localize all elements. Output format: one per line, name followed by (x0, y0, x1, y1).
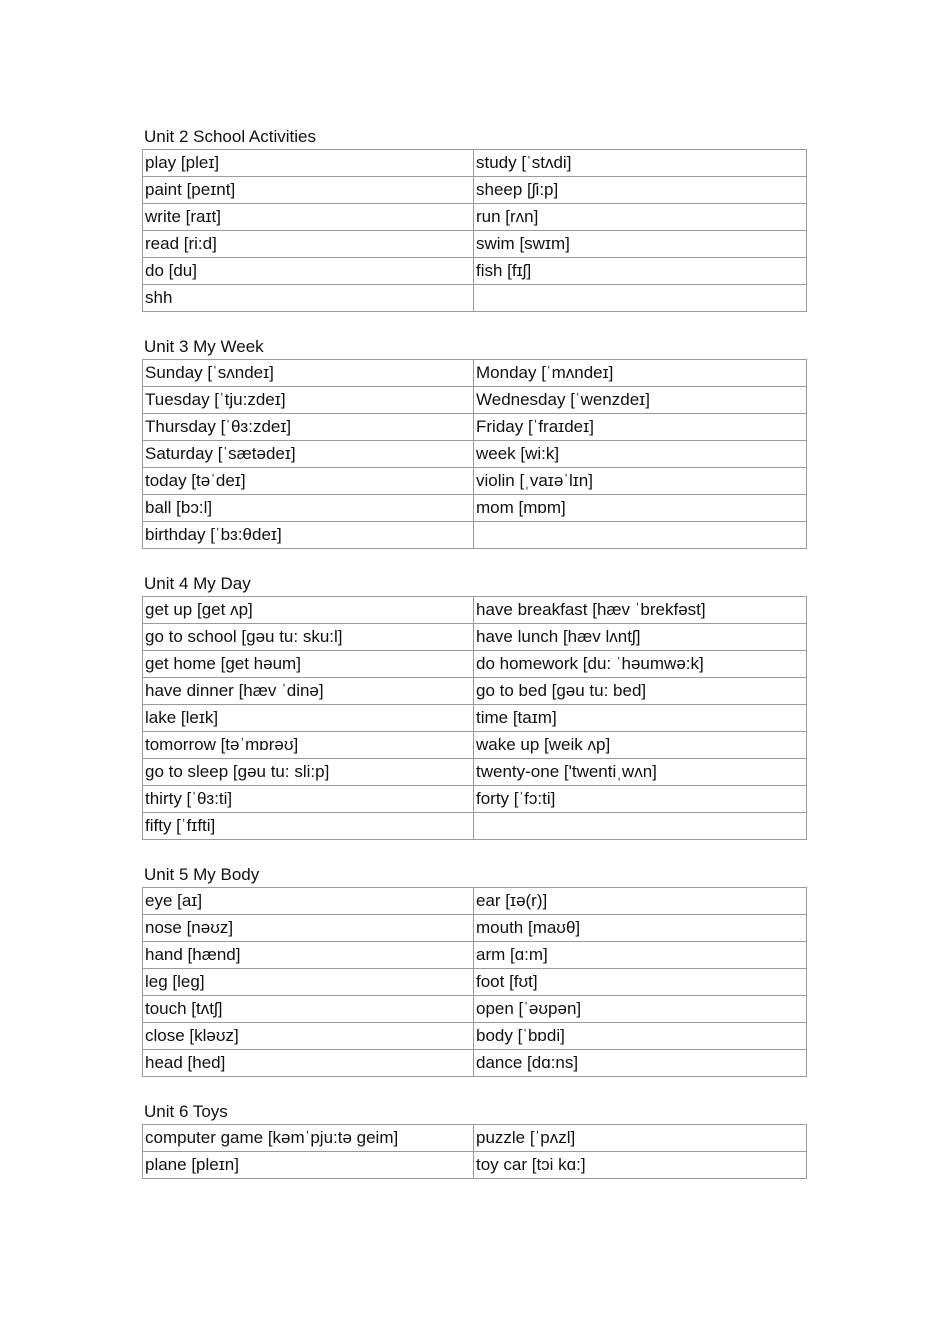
table-row (143, 624, 807, 651)
word-cell-right: go to bed [gəu tu: bed] (474, 678, 807, 705)
table-row (143, 414, 807, 441)
word-cell-right: Monday [ˈmʌndeɪ] (474, 360, 807, 387)
word-cell-left: Thursday [ˈθɜ:zdeɪ] (143, 414, 474, 441)
word-cell-left: Saturday [ˈsætədeɪ] (143, 441, 474, 468)
unit-section-3 (142, 572, 806, 840)
table-row (143, 732, 807, 759)
word-cell-right: forty [ˈfɔ:ti] (474, 786, 807, 813)
word-cell-right: have lunch [hæv lʌntʃ] (474, 624, 807, 651)
table-row (143, 786, 807, 813)
word-cell-left: computer game [kəmˈpju:tə geim] (143, 1125, 474, 1152)
table-row (143, 231, 807, 258)
word-cell-left: lake [leɪk] (143, 705, 474, 732)
word-cell-right: mom [mɒm] (474, 495, 807, 522)
unit-section-1 (142, 125, 806, 312)
word-cell-left: go to sleep [gəu tu: sli:p] (143, 759, 474, 786)
word-cell-right: mouth [maʊθ] (474, 915, 807, 942)
unit-title: Unit 4 My Day (144, 574, 251, 593)
table-row (143, 942, 807, 969)
word-cell-right: study [ˈstʌdi] (474, 150, 807, 177)
table-row (143, 495, 807, 522)
word-cell-left: shh (143, 285, 474, 312)
word-cell-left: eye [aɪ] (143, 888, 474, 915)
word-cell-right: time [taɪm] (474, 705, 807, 732)
word-cell-left: birthday [ˈbɜ:θdeɪ] (143, 522, 474, 549)
table-row (143, 1152, 807, 1179)
table-row (143, 441, 807, 468)
vocabulary-table (142, 596, 807, 840)
table-row (143, 258, 807, 285)
word-cell-right (474, 285, 807, 312)
table-row (143, 915, 807, 942)
table-row (143, 759, 807, 786)
table-row (143, 522, 807, 549)
vocabulary-document (142, 125, 806, 1202)
word-cell-right: puzzle [ˈpʌzl] (474, 1125, 807, 1152)
table-row (143, 285, 807, 312)
word-cell-left: Sunday [ˈsʌndeɪ] (143, 360, 474, 387)
word-cell-right: arm [ɑ:m] (474, 942, 807, 969)
table-row (143, 387, 807, 414)
table-row (143, 651, 807, 678)
word-cell-right: toy car [tɔi kɑ:] (474, 1152, 807, 1179)
unit-title: Unit 5 My Body (144, 865, 260, 884)
word-cell-left: head [hed] (143, 1050, 474, 1077)
table-row (143, 705, 807, 732)
table-row (143, 597, 807, 624)
word-cell-right: Wednesday [ˈwenzdeɪ] (474, 387, 807, 414)
word-cell-right: foot [fʊt] (474, 969, 807, 996)
word-cell-left: nose [nəʊz] (143, 915, 474, 942)
word-cell-right: run [rʌn] (474, 204, 807, 231)
table-row (143, 150, 807, 177)
word-cell-left: fifty [ˈfɪfti] (143, 813, 474, 840)
table-row (143, 1050, 807, 1077)
word-cell-right: Friday [ˈfraɪdeɪ] (474, 414, 807, 441)
word-cell-left: touch [tʌtʃ] (143, 996, 474, 1023)
word-cell-left: hand [hænd] (143, 942, 474, 969)
word-cell-right: violin [ˌvaɪəˈlɪn] (474, 468, 807, 495)
word-cell-right: ear [ɪə(r)] (474, 888, 807, 915)
unit-section-4 (142, 863, 806, 1077)
table-row (143, 969, 807, 996)
word-cell-right: twenty-one ['twentiˌwʌn] (474, 759, 807, 786)
table-row (143, 813, 807, 840)
word-cell-left: read [ri:d] (143, 231, 474, 258)
table-row (143, 996, 807, 1023)
word-cell-left: go to school [gəu tu: sku:l] (143, 624, 474, 651)
word-cell-left: paint [peɪnt] (143, 177, 474, 204)
unit-section-2 (142, 335, 806, 549)
vocabulary-table (142, 1124, 807, 1179)
vocabulary-table (142, 887, 807, 1077)
vocabulary-table (142, 359, 807, 549)
word-cell-left: play [pleɪ] (143, 150, 474, 177)
word-cell-left: do [du] (143, 258, 474, 285)
word-cell-right: dance [dɑ:ns] (474, 1050, 807, 1077)
table-row (143, 678, 807, 705)
vocabulary-table (142, 149, 807, 312)
word-cell-right: have breakfast [hæv ˈbrekfəst] (474, 597, 807, 624)
word-cell-right: sheep [ʃi:p] (474, 177, 807, 204)
word-cell-right: swim [swɪm] (474, 231, 807, 258)
word-cell-right: wake up [weik ʌp] (474, 732, 807, 759)
word-cell-left: leg [leg] (143, 969, 474, 996)
word-cell-left: get up [get ʌp] (143, 597, 474, 624)
table-row (143, 468, 807, 495)
unit-title: Unit 3 My Week (144, 337, 264, 356)
unit-title: Unit 2 School Activities (144, 127, 316, 146)
word-cell-right: fish [fɪʃ] (474, 258, 807, 285)
word-cell-left: get home [get həum] (143, 651, 474, 678)
word-cell-left: ball [bɔ:l] (143, 495, 474, 522)
word-cell-left: tomorrow [təˈmɒrəʊ] (143, 732, 474, 759)
table-row (143, 1125, 807, 1152)
word-cell-right (474, 813, 807, 840)
table-row (143, 360, 807, 387)
word-cell-right (474, 522, 807, 549)
unit-title: Unit 6 Toys (144, 1102, 228, 1121)
word-cell-left: have dinner [hæv ˈdinə] (143, 678, 474, 705)
table-row (143, 1023, 807, 1050)
unit-section-5 (142, 1100, 806, 1179)
word-cell-left: thirty [ˈθɜ:ti] (143, 786, 474, 813)
word-cell-right: body [ˈbɒdi] (474, 1023, 807, 1050)
word-cell-right: do homework [du: ˈhəumwə:k] (474, 651, 807, 678)
word-cell-left: Tuesday [ˈtju:zdeɪ] (143, 387, 474, 414)
word-cell-left: today [təˈdeɪ] (143, 468, 474, 495)
word-cell-right: week [wi:k] (474, 441, 807, 468)
table-row (143, 204, 807, 231)
word-cell-left: write [raɪt] (143, 204, 474, 231)
table-row (143, 177, 807, 204)
table-row (143, 888, 807, 915)
word-cell-left: plane [pleɪn] (143, 1152, 474, 1179)
word-cell-left: close [kləʊz] (143, 1023, 474, 1050)
word-cell-right: open [ˈəʊpən] (474, 996, 807, 1023)
